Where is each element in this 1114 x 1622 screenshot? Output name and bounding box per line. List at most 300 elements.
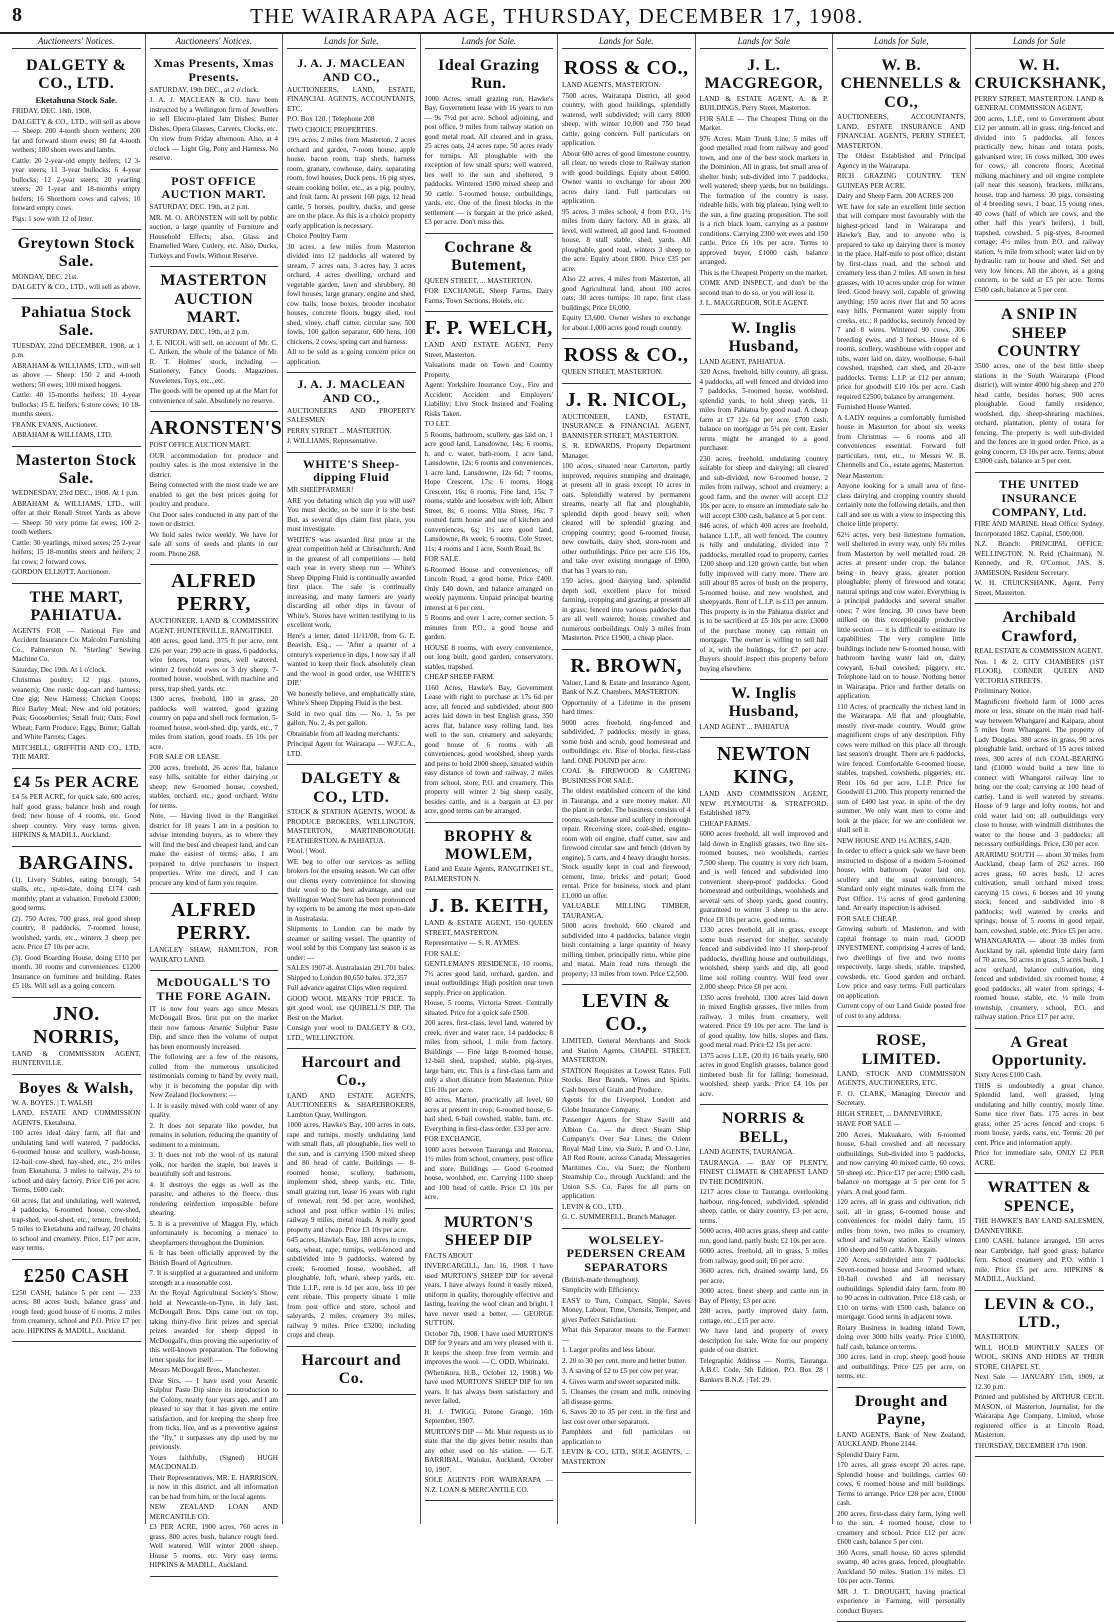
ad-text: (2). 750 Acres, 700 grass, real good sheep country, 8 paddocks, 7-roomed house, woolshed, yards, etc., winters 3 sheep per acre. Price £7 10s per acre. — [12, 914, 141, 952]
advertisement — [12, 52, 141, 230]
ad-text: DALGETY & CO., LTD., will sell as above — Sheep: 200 4-tooth shorn wethers; 200 fat and forward shorn ewes; 80 fat 4-tooth wethers; 180 shorn ewes and lambs. — [12, 117, 141, 154]
ad-text: FOR EXCHANGE, Sheep Farms, Dairy Farms, Town Sections, Hotels, etc. — [424, 287, 553, 305]
ad-title: LEVIN & CO., LTD., — [984, 1295, 1095, 1332]
ad-text: TO LET. — [424, 420, 451, 429]
advertisement — [425, 234, 554, 312]
column-header: Lands for Sale — [700, 34, 829, 49]
advertisement — [975, 604, 1105, 1028]
ad-text: STOCK & STATION AGENTS, WOOL & PRODUCE BROKERS, WELLINGTON, MASTERTON, MARTINBOROUGH, FEATHERSTON, & PAHIATUA. — [287, 808, 416, 845]
ad-title: DALGETY & CO., LTD. — [26, 57, 127, 93]
ad-title: Harcourt and Co., — [301, 1054, 401, 1090]
ad-text: October 7th, 1908. I have used MURTON'S DIP for 9 years and am very pleased with it. It keeps the sheep free from vermin and improves the wool. — C. ODD, Whirinaki. — [424, 1329, 553, 1367]
ad-text: Note. — Having lived in the Rangitikei district for 18 years I am in a position to advise intending buyers, as to where they will find the best and cheapest land, and can make the easiest of terms; also, I am prepared to drive purchasers to inspect properties. Write me direct, and I can procure any kind of farm you require. — [149, 812, 278, 887]
advertisement — [700, 680, 829, 738]
ad-text: Telegraphic Address — Norris, Tauranga. A.B.C. Code, 5th Edition. P.O. Box 28 | Bankers B.N.Z. | Tel. 29. — [699, 1356, 828, 1384]
ad-text: LEVIN & CO., LTD. — [562, 1202, 624, 1211]
ad-text: This is the Cheapest Property on the market. — [699, 268, 828, 277]
ad-text: 7. It is supplied at a guaranteed and uniform strength at a reasonable cost. — [149, 1269, 278, 1287]
ad-text: WE have for sale an excellent little section that will compare most favourably with the highest-priced land in Wairarapa and Hawke's Bay, and to anyone who is prepared to take up dairying there is money in the place. Half-mile to post office; distant by first-class road, and the school and creamery less than 2 miles. All sown in best grasses, with 10 acres under crop for winter feed. Good heavy soil, capable of growing anything; 150 acres river flat and 50 acres easy hills. Permanent water supply from creeks, etc.; 8 paddocks, securely fenced by 7 and 8 wires. Wintered 90 cows, 306 breeding ewes, and 3 horses. House of 6 rooms, scullery, washhouse with copper and tubs, water laid on, dairy, woolhouse, 6-bail cowshed, trapshed, cart shed, and 20-acre paddocks. Terms: L.I.P. at £12 per annum; price for goodwill £10 10s per acre. Cash required £2500, balance by arrangement. — [837, 202, 966, 401]
ad-title: J. A. J. MACLEAN AND CO., — [297, 377, 406, 405]
ad-text: HIGH STREET, ... DANNEVIRKE. — [837, 1109, 943, 1118]
ad-text: WEDNESDAY, 23rd DEC., 1908. At 1 p.m. — [12, 489, 139, 498]
ad-text: Magnificent freehold farm of 1000 acres more or less, situate on the main road half-way between Whangarei and Kaipara, about 5 miles from Whangarei. The property of Lady Douglas. 380 acres in grass, 90 acres ploughable land, orchard of 15 acres mixed trees, 300 acres of rich COAL-BEARING land (£1000 would build a new line to connect with Whangarei railway line to bring out the coal; carrying at 100 head of cattle). Land is well watered by streams. House of 9 large and lofty rooms, hot and cold water laid on; all outbuildings very close to house; with windmill distributes the water to the house and 3 paddocks; all necessary outbuildings. Price, £30 per acre. — [974, 697, 1104, 849]
ad-title: ARONSTEN'S — [149, 417, 283, 440]
ad-text: J. L. MACGREGOR, SOLE AGENT. — [699, 299, 809, 308]
ad-title: ROSE, LIMITED. — [861, 1032, 941, 1068]
ad-text: MONDAY, DEC. 21st. — [12, 272, 79, 281]
ad-text: House, 5 rooms, Victoria Street. Centrally situated. Price for a quick sale £500. — [424, 999, 553, 1017]
ad-text: INVERCARGILL, Jan. 16, 1908. I have used MURTON'S SHEEP DIP for several years. I have always found it easily mixed, uniform in quality, thoroughly effective and lasting, leaving the wool clean and bright. I have never used a better. — GEORGE SUTTON. — [424, 1262, 553, 1328]
ad-text: FRANK EVANS, Auctioneer. — [12, 420, 98, 429]
ad-text: Christmas poultry; 12 pigs (stores, weaners); One rustic dog-cart and harness; One gig; New Harness; Chicken Coops; Rice Barley Meal; New and old potatoes; Peas; Gooseberries; Small fruit; Oats; Fowl Wheat; Farm Produce; Eggs; Butter; Gallah and White Parrots; Cages. — [12, 676, 141, 742]
ad-text: 200 acres, L.I.P., rent to Government about £12 per annum, all in grass, ring-fenced and divided into 5 paddocks, all fences practically new, hinau and totara posts, galvanised wire; 16 cows milked, 300 ewes for cows, all concrete floors; Acetinal milking machinery and oil engine complete (all near this season), brackets, milkcans, house, trap and harness. 30 pigs, consisting of 4 breeding sows, 1 boar, 15 young ones, 40 cows (half of which are cows, and the other half this year's heifers), 1 bull, trapshed, cowshed, 5 pig-styes, 8-roomed cottage; 4½ miles from P.O. and railway station, ½ mile from school; water laid on by hydraulic ram to house and shed. Set and very low fences. All the above, as a going concern, to be sold at £5 per acre. Terms £500 cash, balance at 5 per cent. — [974, 114, 1104, 294]
ad-text: W. H. CRUICKSHANK, Agent, Perry Street, Masterton. — [974, 579, 1104, 597]
ad-title: JNO. NORRIS, — [33, 1002, 120, 1048]
ad-text: Choice Poultry Farm — [287, 232, 348, 241]
ad-text: 200 acres, first-class, level land, watered by creek, river and water race, 14 paddocks; 8 miles from school, 1 mile from factory. Buildings — Fine large 8-roomed house, 12-bail shed, trapshed, stable, pig-styes, large barn, etc. This is a first-class farm and only a short distance from Masterton. Price £16 10s per acre. — [424, 1019, 553, 1094]
ad-text: Equity £3,600. Owner wishes to exchange for about 1,000 acres good rough country. — [562, 314, 691, 332]
ad-title: BROPHY & MOWLEM, — [444, 827, 534, 863]
ad-title: ALFRED PERRY. — [171, 899, 257, 945]
ad-text: THURSDAY, DECEMBER 17th 1908. — [974, 1441, 1088, 1450]
ad-text: Being connected with the most trade we are enabled to get the best prices going for poultry and produce. — [149, 481, 278, 509]
ad-text: Also 22 acres, 4 miles from Masterton, all good Agricultural land, about 100 acres oats; 30 acres turnips; 10 rape, first class buildings; Price £6,000. — [562, 275, 691, 312]
ad-text: FRIDAY, DEC. 18th, 1908. — [12, 107, 92, 115]
ad-text: 100 acres, situated near Carterton, partly improved, requires stumping and drainage, at present all in grass except 10 acres in oats. Splendidly watered by permanent streams, nearly all flat and ploughable, splendid depth good heavy soil; when cleared will be splendid grazing and cropping country; good 6-roomed house, new cowbails, dairy shed, store-room and other outbuildings. Price per acre £16 10s, and take over existing mortgage of £900, that has 3 years to run. — [562, 462, 691, 575]
ad-text: MR J. T. DROUGHT, having practical experience in Farming, will personally conduct Buyers. — [837, 1587, 966, 1615]
ad-text: Out Door sales conducted in any part of the town or district. — [149, 510, 278, 529]
ad-text: 5000 acres freehold, 660 cleared and subdivided into 4 paddocks, balance virgin bush containing a large quantity of heavy milling timber, principally rimu, white pine and matai. Main road runs through the property; 13 miles from town. Price £2,500. — [562, 922, 691, 978]
ad-text: Their Representatives, MR. E. HARRISON, is now in this district, and all information can be had from him, or the local agents. — [149, 1473, 278, 1501]
ad-text: The following are a few of the reasons, culled from the numerous unsolicited testimonials coming to hand by every mail, why it is becoming the popular dip with New Zealand flockowners: — — [149, 1053, 278, 1100]
ad-text: We hold sales twice weekly. We have for sale all sorts of seeds and plants in our room. Phone 268. — [149, 530, 278, 558]
ad-title: NEWTON KING, — [716, 743, 811, 789]
ad-text: FOR SALE: — [424, 949, 461, 958]
ad-text: 60 acres, flat and undulating, well watered, 4 paddocks, 6-roomed house, cow-shed, trap-shed, wool-shed, etc., tenure, freehold; 5 miles to Eketahuna and railway, 20 chains to school and creamery. Price, £17 per acre, easy terms. — [12, 1196, 141, 1253]
ad-text: 5. Cleanses the cream and milk, removing all disease germs. — [562, 1388, 691, 1406]
advertisement — [837, 1027, 966, 1388]
ad-text: Yours faithfully, (Signed) HUGH MACDONALD. — [149, 1453, 278, 1472]
ad-text: Printed and published by ARTHUR CECIL MASON, of Masterton, Journalist, for the Wairarapa Age Company, Limited, whose registered office is at Lincoln Road, Masterton. — [974, 1393, 1104, 1440]
ad-text: LAND AGENTS, MASTERTON. — [562, 81, 661, 89]
ad-text: LAND AND ESTATE AGENTS, AUCTIONEERS & SHAREBROKERS, Lambton Quay, Wellington. — [287, 1091, 416, 1119]
ad-text: 1330 acres freehold, all in grass, except some bush reserved for shelter, securely fenced and subdivided into 11 sheep-proof paddocks, dwelling house and outbuildings, woolshed, sheep yards and dip, all good lime soil rolling country. Will feed over 2,000 sheep. Price £8 per acre. — [699, 926, 828, 992]
ad-text: 6. It has been officially approved by the British Board of Agriculture. — [149, 1249, 278, 1267]
advertisement — [700, 1105, 829, 1391]
ad-text: Simplicity with Efficiency. — [562, 1286, 640, 1295]
ad-text: (3). Good Boarding House, doing £110 per month, 30 rooms and conveniences. £1200 Insurance on furniture and building. Rates £5 10s. Will sell as a going concern. — [12, 953, 141, 991]
advertisement — [150, 52, 279, 170]
ad-text: Splendid Dairy Farm. — [837, 1450, 900, 1459]
ad-text: Near Masterton: — [837, 471, 884, 480]
ad-text: Opportunity of a Lifetime in the present hard times: — [562, 698, 691, 716]
ad-text: 30 acres, a few miles from Masterton divided into 12 paddocks all watered by stream, 7 acres oats, 3 acres hay, 3 acres orchard, 4 acres dwelling, orchard and vegetable garden, lawn and shrubbery, 80 fowl houses, large granary, engine and shed, cow bails, loose boxes, brooder incubator houses, concrete floors, buggy shed, tool shed, viney, chaff cutter, circular saw, 500 fowls, 100 gallon separator, 600 hens, 100 chickens, 2 cows, spring cart and harness. — [287, 242, 416, 346]
advertisement — [700, 738, 829, 1105]
ad-text: ARARIMU SOUTH — about 30 miles from Auckland, cheap farm of 262 acres, 160 acres grass, 60 acres bush, 12 acres cultivation, small orchard mixed trees; carrying 15 cows, 6 horses and 10 young stock; fenced and subdivided into 8 paddocks; well watered by creeks and springs; house of 5 rooms in good repair, barn, cowshed, stable, etc. Price £5 per acre. — [974, 850, 1104, 935]
ad-text: 230 acres, freehold, undulating country suitable for sheep and dairying; all cleared and sub-divided, now 6-roomed house, 2 miles from railway, school and creamery; a good farm, and the owner will accept £12 10s per acre, to ensure an immediate sale he will accept £300 cash, balance at 5 per cent. — [699, 454, 828, 520]
ad-text: 1. It is easily mixed with cold water of any quality. — [149, 1101, 278, 1120]
ad-text: 62½ acres, very best limestone formation, well sheltered in every way, only 6¾ miles from Masterton by well metalled road. 28 acres at present under crop, the balance being in heavy grass, greater portion ploughable; plenty of firewood and totara; natural springs and cow water. Everything is a principal paddocks and several smaller ones; 7 wire fencing. 30 cows have been milked on this exceptionally productive little section — it is difficult to estimate its capabilities. The very complete little buildings include new 6-roomed house, with bathroom having water laid on, dairy, cowyard, 6-bail cowshed, piggery, etc. Telephone laid on to house. Nothing better in Wairarapa. Price and further details on application. — [837, 530, 966, 701]
advertisement — [700, 315, 829, 680]
ad-title: F. P. WELCH, — [424, 317, 553, 340]
ad-text: VALUABLE MILLING TIMBER, TAURANGA. — [562, 902, 691, 920]
ad-text: OUR accommodation for produce and poultry sales is the most extensive in the district. — [149, 451, 278, 479]
column-header: Auctioneers' Notices. — [12, 34, 141, 49]
ad-text: Anyone looking for a small area of first-class dairying and cropping country should certainly note the following details, and then call and see us with a view to inspecting this choice little property. — [837, 482, 966, 529]
ad-title: J. A. J. MACLEAN AND CO., — [297, 56, 406, 84]
ad-text: WHITE'S was awarded first prize at the great competition held at Christchurch. And in the greatest of all competitions — held each year in every sheep run — White's Sheep Dipping Fluid is continually awarded first place. The sale is continually increasing, and many farmers are yearly discarding all other dips in favour of White's. Stores have written testifying to its excellent work. — [287, 535, 416, 630]
ad-text: Cattle: 20 2-year-old empty heifers; 12 3-year steers; 11 3-year bullocks; 6 4-year bullocks; 12 2-year steers; 20 yearling steers; 20 1-year and 18-months empty heifers; 16 Shorthorn cows and calves; 10 forward empty cows. — [12, 156, 141, 212]
ad-text: QUEEN STREET, MASTERTON. — [562, 368, 663, 376]
ad-text: LAND AND ESTATE AGENT, Perry Street, Masterton. — [424, 341, 553, 359]
ad-text: Obtainable from all leading merchants. — [287, 729, 400, 738]
ad-text: MURTON'S DIP — Mr. Muir requests us to state that the dip gives better results than any other used on his station. — G.T. BARRIBAL, Waiuku, Auckland, October 10, 1907. — [424, 1427, 553, 1474]
ad-title: Boyes & Walsh, — [18, 1079, 134, 1097]
ad-title: ROSS & CO., — [564, 344, 689, 366]
ad-text: STATION Requisites at Lowest Rates. Full Stocks. Best Brands. Wines and Spirits. Cash buyers of Grain and Produce. — [562, 1066, 691, 1094]
ad-text: FOR SALE OR LEASE. — [149, 753, 221, 762]
column-8 — [971, 34, 1109, 1524]
ad-text: GENTLEMAN'S RESIDENCE, 10 rooms, 7½ acres good land, orchard, garden, and usual outbuildings. High position near town supply. Price on application. — [424, 960, 553, 997]
ad-text: SOLE AGENTS FOR WAIRARAPA — N.Z. LOAN & MERCANTILE CO. — [424, 1476, 553, 1494]
ad-text: Rotary Business in leading inland Town, doing over 3000 bills yearly. Price £1000, half cash, balance on terms. — [837, 1323, 966, 1351]
ad-text: Here's a letter, dated 11/11/08, from G. E. Beavish, Esq., — 'After a quarter of a century's experience in dips, I now say if all wanted to keep their flock absolutely clean and the wool in good order, use WHITE'S DIP.' — [287, 631, 416, 688]
ad-text: LAND & COMMISSION AGENT, HUNTERVILLE. — [12, 1049, 141, 1068]
ad-text: PERRY STREET, MASTERTON. LAND & GENERAL COMMISSION AGENT, — [974, 94, 1104, 113]
ad-text: TUESDAY, 22nd DECEMBER, 1908, at 1 p.m. — [12, 341, 141, 360]
ad-text: AGENTS FOR — National Fire and Accident Insurance Co. Malcolm Furnishing Co., Palmerston N. "Sterling" Sewing Machine Co. — [12, 626, 141, 664]
ad-title: Ideal Grazing Run. — [438, 57, 540, 93]
ad-text: P.O. Box 120. | Telephone 208 — [287, 115, 375, 124]
ad-title: J. B. KEITH, — [428, 895, 549, 918]
ad-text: 5 Rooms, bathroom, scullery, gas laid on, 1 acre good land, Lansdowne, 14s; 6 rooms, h. and c. water, bath-room, 1 acre land, Lansdowne, 12s; 6 rooms and conveniences, 1 acre land, Lansdowne, 12s 6d; 7 rooms, Hope Crescent, 17s; 6 rooms, Hogg Crescent, 16s; 6 rooms, Fine land, 15s; 7 rooms, stable and loosebox with loft, Albert Street, 8s; 6 rooms, Villa Street, 16s; 7 roomed farm house and use of kitchen and conveniences, 6s; 1½ acre good land, Lansdowne, 8s week; 6 rooms, Cole Street, 11s; 4 rooms and 1 acre, South Road, 8s. — [424, 430, 553, 553]
ad-text: 5 Rooms and over 1 acre, corner section, 5 minutes from P.O., a good house and garden. — [424, 614, 553, 642]
advertisement — [287, 1347, 416, 1395]
ad-text: 7500 acres, Wairarapa District, all good country, with good buildings, splendidly watered, well subdivided; will carry 8000 sheep, with winter 10,000 and 750 head cattle, going concern. Full particulars on application. — [562, 91, 691, 147]
ad-text: Passenger Agents for Shaw Savill and Albion Co. — the direct Steam Ship Company's Over Sea Lines, the Orient Royal Mail Line, via Suez, P. and O. Line, All Red Route, across Canada; Messageries Maritimes Co., via Suez; the Northern Steamship Co., through Auckland; and the Union S.S. Co. Fares for all parts on application. — [562, 1116, 691, 1200]
ad-title: NORRIS & BELL, — [721, 1110, 806, 1146]
ad-text: Pigs: 1 sow with 12 of litter. — [12, 214, 94, 223]
ad-text: NEW HOUSE AND 1¼ ACRES, £420. — [837, 836, 952, 845]
column-header: Auctioneers' Notices. — [150, 34, 279, 49]
ad-text: Cattle: 30 yearlings, mixed sexes; 25 2-year heifers; 15 18-months steers and heifers; 2 fat cows; 2 forward cows. — [12, 538, 141, 566]
ad-title: DALGETY & CO., LTD. — [301, 770, 402, 806]
ad-text: W. A. BOYES. | T. WALSH — [12, 1098, 93, 1107]
ad-text: 6. Saves 20 to 35 per cent. in the first and last cost over other separators. — [562, 1408, 691, 1426]
ad-text: LAND AGENTS, Bank of New Zealand, AUCKLAND. Phone 2144. — [837, 1430, 966, 1449]
advertisement — [975, 1029, 1105, 1175]
ad-text: 3. A saving of £2 to £5 per cow per year. — [562, 1367, 679, 1376]
ad-text: ABRAHAM & WILLIAMS, LTD., will sell as above — Sheep: 150 2 and 4-tooth wethers; 50 ewes; 100 mixed hoggets. — [12, 361, 141, 389]
ad-text: N.Z. Branch: PRINCIPAL OFFICE: WELLINGTON; N. Reid (Chairman), N. Kennedy, and R. O'Connor. JAS. S. JAMIESON, Resident Secretary. — [974, 540, 1104, 577]
ad-text: 3500 acres, one of the best little sheep stations in the South Wairarapa (Flood district), will winter 4000 big sheep and 270 head cattle, besides horses; 900 acres ploughable. Good family residence, woolshed, dip, sheep-shearing machines, orchard, plantation, plenty of totara for fencing. The property is well sub-divided and the fences are in good order. Price, as a going concern, £3 10s per acre. Terms, about £3000 cash, balance at 5 per cent. — [974, 362, 1104, 466]
ad-text: 1000 Acres, small grazing run, Hawke's Bay, Government lease with 16 years to run — 9s 7½d per acre. School adjoining, and post office, 9 miles from railway station on good metal road. All cleared and in grass, 25 acres oats, 24 acres rape, 50 acres ready for turnips. All ploughable with the exception of few small spurs; well watered, lies well to the sun and sheltered, 9 paddocks. Wintered 1500 mixed sheep and 50 cattle. 5-roomed house, outbuildings, yards, etc. One of the finest blocks in the settlement — is bargain at the price asked, £3 per acre. Don't miss this. — [424, 94, 553, 227]
ad-title: J. R. NICOL, — [565, 388, 687, 411]
ad-text: 645 acres, Hawke's Bay, 180 acres in crops, oats, wheat, rape, turnips, well-fenced and subdivided into 9 paddocks, watered by creek; 6-roomed house, woolshed, all ploughable, loft, wharé, sheep yards, etc. Title L.I.P., rent is 1d per acre, less 10 per cent rebate. This property situate 1 mile from post office and store, school and saleyards, 2 miles, creamery 3½ miles, railway 9 miles. Price £3200, including crops and cheap. — [287, 1236, 416, 1340]
ad-text: Consign your wool to DALGETY & CO., LTD., WELLINGTON. — [287, 1024, 416, 1042]
ad-text: At the Royal Agricultural Society's Show, held at Newcastle-on-Tyne, in July last, McDougall Bros. Dips came out on top, taking thirty-five first prizes and special prizes awarded for sheep dipped in McDougall's, thus proving the superiority of this well-known preparation. The following letter speaks for itself: — — [149, 1289, 278, 1364]
ad-text: 6000 acres, freehold, all in grass, 5 miles from railway, good soil; £6 per acre. — [699, 1247, 828, 1265]
ad-title: MURTON'S SHEEP DIP — [444, 1213, 534, 1250]
ad-text: J. E. NICOL will sell, on account of Mr. C. C. Aitken, the whole of the balance of Mr. R. T. Holmes' stock, including — Stationery, Fancy Goods, Magazines, Novelettes, Toys, etc., etc. — [149, 338, 278, 385]
advertisement — [287, 373, 416, 453]
advertisement — [150, 565, 279, 894]
ad-text: NEW ZEALAND LOAN AND MERCANTILE CO. — [149, 1503, 278, 1521]
ad-text: COME AND INSPECT, and don't be the second man to do so, or you will lose it. — [699, 279, 828, 297]
ad-title: LEVIN & CO., — [581, 990, 671, 1035]
ad-text: LAND AGENT, PAHIATUA. — [699, 357, 786, 366]
ad-text: LIMITED, General Merchants and Stock and Station Agents, CHAPEL STREET, MASTERTON. — [562, 1037, 691, 1064]
advertisement — [287, 453, 416, 766]
advertisement — [149, 412, 283, 565]
ad-text: 100 acres ideal dairy farm, all flat and undulating land well watered, 7 paddocks, 6-roomed house and scullery, wash-house, 12-bail cow-shed, hay-shed, etc., 2½ miles from Eketahuna, 3 miles to railway, 2½ to school and dairy factory. Price £16 per acre. Terms, £600 cash. — [12, 1129, 141, 1195]
ad-text: Principal Agent for Wairarapa — W.F.C.A., LTD. — [287, 740, 416, 758]
advertisement — [975, 1174, 1105, 1290]
ad-text: Valuations made on Town and Country Property. — [424, 361, 553, 379]
ad-text: 4. It destroys the eggs as well as the parasite, and adheres to the fleece, thus rendering reinfection impossible before shearing. — [149, 1180, 278, 1218]
ad-text: 976 Acres, Main Trunk Line, 5 miles off good metalled road from railway and good town, and one of the best stock markets in the Dominion. All in grass, but small area of shelter bush; sub-divided into 7 paddocks, well watered; sheep yards, but no buildings. The formation of the country is easy, rideable hills, with big plateau, lying well to the sun, a fine grazing proposition. The soil is a rich black loam, carrying as a pasture conditions. Carrying 2300 wet ewes and 150 cattle. Price £6 10s per acre. Terms to approved buyer, £1000 cash, balance arranged. — [699, 134, 828, 267]
ad-text: We honestly believe, and emphatically state, White's Sheep Dipping Fluid is the best. — [287, 689, 416, 708]
ad-text: Full advance against Clips when required. — [287, 984, 408, 993]
ad-title: BARGAINS. — [18, 851, 134, 874]
ad-text: CHEAP SHEEP FARM. — [424, 673, 495, 682]
ad-text: 220 Acres, subdivided into 7 paddocks. Seven-roomed house and 3-roomed whare, 10-bail cowshed and all necessary outbuildings. Splendid dairy farm, from 80 to 90 acres in cultivation. Price £18 cash, or £10 on terms with £500 cash, balance on mortgage. Good terms in adjacent town. — [837, 1256, 966, 1322]
ad-title: THE MART, PAHIATUA. — [29, 588, 123, 625]
ad-text: 1000 acres, Hawke's Bay, 100 acres in oats, rape and turnips, mostly undulating land with small flats, all ploughable, lies well to the sun, and is carrying 1500 mixed sheep and 80 head of cattle. Buildings — 8-roomed house, scullery, bathroom, implement shed, sheep yards, etc. Title, small grazing run, lease 16 years with right of renewal, rent 9d per acre, woolshed, school and post office within 1½ miles; railway 9 miles, metal roads. A really good property and cheap. Price £3 10s per acre. — [287, 1121, 416, 1234]
column-4 — [421, 34, 559, 1524]
ad-title: A Great Opportunity. — [991, 1033, 1087, 1070]
ad-text: PERRY STREET ... MASTERTON. — [287, 426, 392, 435]
ad-text: About 600 acres of good limestone country, all clear, no weeds close to Railway station with good buildings. Equity about £4000. Owner wants to exchange for about 200 acres dairy land. Full particulars on application. — [562, 149, 691, 205]
column-7 — [833, 34, 971, 1615]
ad-text: 280 acres, partly improved dairy farm, cottage, etc., £15 per acre. — [699, 1307, 828, 1325]
ad-text: S. R. EDWARDS, Property Department Manager. — [562, 442, 691, 460]
page-number: 8 — [12, 4, 22, 26]
ad-title: WOLSELEY-PEDERSEN CREAM SEPARATORS — [566, 1232, 686, 1275]
advertisement — [287, 765, 416, 1049]
ad-text: LAND, ESTATE AND COMMISSION AGENTS, Eketahuna. — [12, 1109, 141, 1127]
advertisement — [12, 230, 141, 299]
ad-text: SATURDAY, DEC. 19th, at 2 p.m. — [149, 328, 250, 337]
ad-text: Wool. | Wool. — [287, 847, 327, 856]
ad-text: 1375 acres L.I.P., (20 ft) 16 bails yearly, 600 acres in good English grasses, balance good timbered bush fit for falling; homestead, woolshed, sheep yards. Price £4 10s per acre. — [699, 1051, 828, 1098]
ad-text: 3. It does not rob the wool of its natural yolk, nor harden the staple, but leaves it beautifully soft and lustrous. — [149, 1151, 278, 1179]
ad-text: Sold in two qual tins — No. 1, 5s per gallon, No. 2, 4s per gallon. — [287, 709, 416, 728]
ad-text: 1300 acres, freehold, 180 in grass, 20 paddocks well watered, good grazing country on papa and shell rock formation, 5-roomed house, wool-shed, dip, yards, etc., 7 miles from station, good roads. £6 10s per acre. — [149, 695, 278, 751]
ad-text: £4 5s PER ACRE, for quick sale, 600 acres, half good grass, balance bush and rough feed; new house of 4 rooms, etc. Good sheep country. Very easy terms given. HIPKINS & MADILL, Auckland. — [12, 793, 141, 840]
ad-text: POST OFFICE AUCTION MART. — [149, 441, 251, 450]
ad-title: McDOUGALL'S TO THE FORE AGAIN. — [156, 975, 271, 1004]
ad-text: HOUSE 8 rooms, with every convenience, out long built, good garden, conservatory, stables, trapshed. — [424, 643, 553, 671]
advertisement — [287, 1049, 416, 1347]
advertisement — [150, 170, 279, 268]
ad-text: 95 acres, 3 miles school, 4 from P.O., 1½ miles from dairy factory. All in grass, all level, well watered, all good land. 6-roomed house, 8 stall stable, shed, yards. All ploughable, good road, winters 3 sheep to the acre. Equity about £800. Price £35 per acre. — [562, 207, 691, 273]
ad-text: 1160 Acres, Hawke's Bay, Government Lease with right to purchase at 17s 6d per acre, all fenced and subdivided, about 800 acres laid down in best English grass, 350 acres flat, balance easy rolling land, lies well to the sun, creamery and saleyards; good house of 6 rooms with all conveniences, good woolshed, sheep yards and pens to hold 2000 sheep, situated within easy distance of town and railway, 2 miles from school, store, P.O. and creamery. This property will winter 2 big sheep easily, besides cattle, and is a bargain at £3 per acre, good terms can be arranged. — [424, 683, 553, 816]
ad-title: WHITE'S Sheep-dipping Fluid — [302, 456, 400, 485]
newspaper-title: THE WAIRARAPA AGE, THURSDAY, DECEMBER 17, 1908. — [250, 4, 864, 28]
ad-text: We have land and property of every description for sale. Write for our property guide of our district. — [699, 1327, 828, 1355]
advertisement — [12, 299, 141, 447]
advertisement — [425, 1209, 554, 1501]
ad-text: Valuer, Land & Estate and Insurance Agent, Bank of N.Z. Chambers, MASTERTON. — [562, 678, 691, 696]
ad-text: Agents for the Liverpool, London and Globe Insurance Company. — [562, 1096, 691, 1114]
ad-title: MASTERTON AUCTION MART. — [160, 272, 268, 326]
ad-text: A LADY requires a comfortably furnished house in Masterton for about six weeks from Christmas — 6 rooms and all conveniences essential. Forward full particulars, rent, etc., to Messrs W. B. Chennells and Co., estate agents, Masterton. — [837, 413, 966, 470]
ad-text: GORDON ELLIOTT, Auctioneer. — [12, 568, 111, 577]
ad-text: SATURDAY, 19th DEC., at 2 o'clock. — [149, 85, 259, 94]
advertisement — [12, 584, 141, 769]
ad-title: ALFRED PERRY, — [171, 570, 257, 616]
ad-text: 360 Acres, small house, 60 acres splendid swamp, 40 acres grass, fenced, ploughable. Auckland 50 miles. Station 1½ miles. £3 10s per acre. Terms. — [837, 1548, 966, 1586]
ad-text: WE beg to offer our services as selling brokers for the ensuing season. We can offer our clients every convenience for showing their wool to the best advantage, and our Wellington Wool Store has been pronounced by experts to be among the most up-to-date in Australasia. — [287, 857, 416, 923]
ad-title: Greytown Stock Sale. — [17, 235, 135, 271]
ad-text: Furnished House Wanted. — [837, 403, 912, 412]
column-header: Lands for Sale — [975, 34, 1105, 49]
ad-text: Representative — S. R. AYMES. — [424, 939, 520, 948]
ad-title: Pahiatua Stock Sale. — [20, 303, 132, 340]
ad-text: TWO CHOICE PROPERTIES. — [287, 125, 378, 134]
ad-text: Preliminary Notice. — [974, 687, 1032, 696]
ad-title: POST OFFICE AUCTION MART. — [161, 173, 267, 202]
column-header: Lands for Sale. — [425, 34, 554, 49]
ad-text: 1217 acres close to Tauranga, overlooking harbour, ring-fenced, subdivided, splendid sheep, cattle, or dairy country, £3 per acre, terms. — [699, 1188, 828, 1225]
ad-text: WHANGARATA — about 38 miles from Auckland by rail, splendid little dairy farm of 70 acres, 50 acres in grass, 5 acres bush, 1 acre orchard, balance cultivation, ring fenced and subdivided, six roomed house; 4 good paddocks, all water from springs; 4-roomed house, stable, etc. ½ mile from township, creamery, school, P.O. and railway station. Price £17 per acre. — [974, 937, 1104, 1022]
ad-text: LAND, STOCK AND COMMISSION AGENTS, AUCTIONEERS, ETC. — [837, 1069, 966, 1088]
column-5 — [558, 34, 696, 1524]
ad-text: FOR EXCHANGE. — [424, 1135, 482, 1144]
masthead — [0, 0, 1114, 34]
ad-title: W. B. CHENNELLS & CO., — [840, 57, 963, 111]
ad-text: Sixty Acres £100 Cash. — [974, 1071, 1042, 1080]
ad-text: 200 acres, freehold, 26 acres flat, balance easy hills, suitable for either dairying or sheep; new 6-roomed house, cowshed, stables, orchard, etc.; good orchard. Write for terms. — [149, 763, 278, 810]
ad-text: £3 PER ACRE, 1900 acres, 760 acres in grass, 800 acres bush, balance rough feed. Well watered. Will winter 2000 sheep. House 5 rooms, etc. Very easy terms. HIPKINS & MADILL, Auckland. — [149, 1523, 278, 1570]
advertisement — [12, 998, 141, 1075]
ad-text: 9000 acres freehold, ring-fenced and subdivided, 7 paddocks, mostly in grass, some bush and scrub, good homestead and outbuildings, etc. Rise of blocks, first-class land. ONE POUND per acre. — [562, 718, 691, 765]
ad-text: (Whetukura, H.B., October 12, 1908.) We have used MURTON'S SHEEP DIP for ten years. It has always been satisfactory and never failed. — [424, 1368, 553, 1406]
ad-text: 200 acres, first-class dairy farm, lying well to the sun, 4 roomed house, close to creamery and school. Price £12 per acre. £600 cash, balance 5 per cent. — [837, 1509, 966, 1547]
ad-title: Masterton Stock Sale. — [15, 451, 137, 487]
ad-text: AUCTIONEER, LAND, ESTATE, INSURANCE & FINANCIAL AGENT, BANNISTER STREET, MASTERTON. — [562, 412, 691, 440]
ad-text: 5. It is a preventive of Maggot Fly, which unfortunately is becoming a menace to sheepfarmers throughout the Dominion. — [149, 1219, 278, 1247]
ad-text: FOR SALE CHEAP. — [837, 914, 898, 923]
ad-text: MR SHEEPFARMER! — [287, 486, 354, 495]
ad-title: W. Inglis Husband, — [728, 319, 799, 356]
ad-text: LAND AGENT ... PAHIATUA — [699, 722, 790, 731]
ad-text: 3600 acres, rich, drained swamp land, £6 per acre. — [699, 1267, 828, 1285]
ad-text: SATURDAY, DEC. 19th, at 2 p.m. — [149, 203, 250, 212]
ad-text: Dear Sirs, — I have used your Arsenic Sulphur Paste Dip since its introduction to the Colony, nearly four years ago, and I am pleased to say that it has given me entire satisfaction, and for keeping the sheep free from ticks, lice, and as a preventive against the "fly," it surpasses any dip used by me previously. — [149, 1376, 278, 1452]
ad-text: Next Sale — JANUARY 15th, 1909, at 12.30 p.m. — [974, 1373, 1104, 1391]
ad-text: 120 acres, all in grass and cultivation, rich soil, all in grass; 6-roomed house and conveniences for model dairy farm, 15 miles from town, two miles to creamery, school and railway station. Easily winters 100 sheep and 50 cattle. A bargain. — [837, 1198, 966, 1254]
advertisement — [12, 769, 141, 847]
ad-text: The Oldest Established and Principal Agency in the Wairarapa. — [837, 152, 966, 170]
advertisement — [562, 339, 691, 384]
ad-text: EASY to Turn, Compact, Simple, Saves Money, Labour, Time, Utensils, Temper, and gives Perfect Satisfaction. — [562, 1296, 691, 1324]
ad-title: W. H. CRUICKSHANK, — [974, 57, 1107, 93]
ad-text: ABRAHAM & WILLIAMS, LTD. — [12, 431, 113, 440]
ad-text: FIRE AND MARINE. Head Office: Sydney. Incorporated 1862. Capital, £500,000. — [974, 520, 1104, 538]
ad-text: COAL & FIREWOOD & CARTING BUSINESS FOR SALE. — [562, 767, 691, 785]
ad-text: AUCTIONEERS, LAND, ESTATE, FINANCIAL AGENTS, ACCOUNTANTS, ETC. — [287, 85, 416, 113]
ad-text: H. J. TWIGG, Potone Grange, 16th September, 1907. — [424, 1407, 553, 1426]
ad-text: Shipments to London can be made by steamer or sailing vessel. The quantity of wool sold by this Company last season is as under: — — [287, 925, 416, 962]
ad-text: 6-Roomed House and conveniences, off Lincoln Road, a good home. Price £400. Only £40 down, and balance arranged on weekly payments. Unpaid principal bearing interest at 6 per cent. — [424, 565, 553, 612]
ad-text: MITCHELL, GRIFFITH AND CO., LTD. THE MART. — [12, 743, 141, 762]
ad-text: FOR SALE. — [424, 555, 461, 564]
ad-text: The goods will be opened up at the Mart for convenience of sale. Absolutely no reserve. — [149, 387, 278, 405]
advertisement — [12, 1075, 141, 1260]
ad-text: 2. It does not separate like powder, but remains in solution, reducing the quantity of sediment to a minimum. — [149, 1121, 278, 1149]
advertisement — [150, 267, 279, 412]
ad-text: In order to effect a quick sale we have been instructed to dispose of a modern 5-roomed house, with bathroom (water laid on), scullery and the usual conveniences. Standard only eight minutes walk from the Post Office. 1¼ acres of good gardening land. An early inspection is advised. — [837, 847, 966, 913]
ad-text: 1000 acres between Tauranga and Rotorua, 1½ miles from school, creamery, post office and store. Buildings — Good 6-roomed house, woolshed, etc. Carrying 1100 sheep and 100 head of cattle. Price £3 10s per acre. — [424, 1145, 553, 1202]
ad-text: AUCTIONEER, LAND & COMMISSION AGENT, HUNTERVILLE, RANGITIKEI. — [149, 617, 278, 635]
ad-text: Agent: Yorkshire Insurance Coy., Fire and Accident; Accident and Employers' Liability; Live Stock Insured and Foaling Risks Taken. — [424, 381, 553, 418]
ad-text: Growing suburb of Masterton, and with capital frontage to main road, GOOD INVESTMENT, comprising 4 acres of land, two dwellings of five and two rooms respectively, large sheds, stable, trapshed, cowsheds, etc. Good garden and orchard. Low price and easy terms. Full particulars on application. — [837, 925, 966, 1000]
ad-title: Archibald Crawford, — [1001, 609, 1078, 645]
ad-text: 19½ acres, 2 miles from Masterton, 2 acres orchard and garden, 7-room house, apple house, bacon room, trap sheds, harness room, granary, cowhouse, dairy, separating room, fowl houses, Duck pens, 16 pig styes, steam cooking boiler, etc., as a pig, poultry, and fruit farm. At present 160 pigs, 12 head cattle, 5 horses, poultry, ducks, and geese are on the place. As this is a choice property early application is necessary. — [287, 136, 416, 230]
ad-text: LEVIN & CO., LTD., SOLE AGENTS, ... MASTERTON — [562, 1448, 691, 1466]
ad-text: IT is now four years ago since Messrs McDougall Bros. first put on the market their now famous Arsenic Sulphur Paste Dip, and since then the volume of output has been enormously increased. — [149, 1004, 278, 1051]
advertisement — [837, 1388, 966, 1622]
column-3 — [283, 34, 421, 1524]
advertisement — [425, 890, 554, 1209]
ad-text: 5000 acres, 400 acres grass, sheep and cattle run, good land, partly bush; £2 10s per acre. — [699, 1227, 828, 1245]
ad-title: Drought and Payne, — [854, 1392, 948, 1429]
ad-text: FOR SALE — The Cheapest Thing on the Market. — [699, 114, 828, 133]
ad-text: THE HAWKE'S BAY LAND SALESMEN, DANNEVIRKE. — [974, 1217, 1104, 1235]
column-6 — [696, 34, 834, 1524]
advertisement — [562, 650, 691, 986]
ad-text: 3000 acres, finest sheep and cattle run in Bay of Plenty; £3 per acre. — [699, 1287, 828, 1305]
ad-text: 110 Acres, of practically the richest land in the Wairarapa. All flat and ploughable, mostly river-made country. Would grow magnificent crops of any description. Fifty cows were milked on this place all through last season's drought. There are 6 paddocks, wire fenced. Comfortable 6-roomed house, stables, trapshed, cowsheds, piggeries, etc. Rent 10s 6d per acre, L.I.P. Price for Goodwill £1,200. This property returned the sum of £400 last year, in spite of the dry summer. We only want men to come and look at the place; for we are confident we shall sell it. — [837, 702, 966, 835]
advertisement — [975, 301, 1105, 473]
advertisement — [150, 971, 279, 1577]
ad-text: All to be sold as a going concern price on application. — [287, 348, 416, 366]
ad-text: J. A. J. MACLEAN & CO. have been instructed by a Wellington firm of Jewellers to sell Electro-plated Jam Dishes, Butter Dishes, Opera Glasses, Carvers, Clocks, etc. — [149, 96, 278, 133]
ad-text: Messrs McDougall Bros., Manchester. — [149, 1366, 261, 1375]
ad-text: 400 acres, good land, 375 ft per acre, rent £26 per year; 290 acre in grass, 6 paddocks, wire fences, totara posts, well watered, winter 2 freehold ewes or 3 dry sheep; 7-roomed house, woolshed, with machine and press, trap shed, yards, etc. — [149, 637, 278, 693]
advertisement — [975, 1291, 1105, 1458]
ad-title: Cochrane & Butement, — [444, 238, 534, 275]
ad-text: On view from Friday afternoon. Also, at 4 o'clock — Light Gig, Pony and Harness. No reserve. — [149, 135, 278, 163]
ad-text: 320 Acres, freehold, hilly country, all grass, 4 paddocks, all well fenced and divided into 7 paddocks, 5-roomed house, woolshed, splendid yards, to hold sheep yards, 11 miles from Pahiatua by good road. A cheap farm at £7 12s 6d per acre. £700 cash, balance on mortgage at 5¼ per cent. Easier terms might be arranged to a good purchaser. — [699, 368, 828, 453]
ad-text: 150 acres, good dairying land, splendid depth soil, excellent place for mixed farming, cropping and grazing; at present all in grass; fenced into various paddocks that are all well watered; house, cowshed and numerous outbuildings. Only 3 miles from Masterton. Price £1900, a cheap place. — [562, 577, 691, 642]
ad-text: LAND AND COMMISSION AGENT, NEW PLYMOUTH & STRATFORD. Established 1879. — [699, 790, 828, 818]
ad-text: 80 acres, Marton, practically all level, 60 acres at present in crop; 6-roomed house, 6-bail shed, 6-bail cowshed, stable, barn, etc. Everything in first-class order. £33 per acre. — [424, 1096, 553, 1133]
advertisement — [12, 447, 141, 584]
ad-text: LAND AGENTS, TAURANGA. — [699, 1148, 795, 1157]
column-header: Lands for Sale. — [287, 34, 416, 49]
ad-text: FACTS ABOUT — [424, 1251, 473, 1260]
column-header: Lands for Sale. — [562, 34, 691, 49]
advertisement — [562, 985, 691, 1229]
ad-text: Current copy of our Land Guide posted free of cost to any address. — [837, 1002, 966, 1020]
ad-text: The oldest established concern of the kind in Tauranga, and a sure money maker. All the plant in order. The business consists of 4 rooms, wash-house and scullery in thorough repair. Receiving store, coal-shed, engine-room with oil engine, chaff cutter, saw and firewood circular saw and bench (driven by engine), 5 carts, and 4 heavy draught horses. Stock usually kept in coal and firewood, cement, lime, bricks and potari; Good rental. Price for business, stock and plant £1,000 on offer. — [562, 787, 691, 900]
ad-text: Land and Estate Agents, RANGITIKEI ST., PALMERSTON N. — [424, 865, 553, 883]
ad-text: 2. 20 to 30 per cent. more and better butter. — [562, 1356, 687, 1365]
ad-text: LAND & ESTATE AGENT, 150 QUEEN STREET, MASTERTON. — [424, 919, 553, 937]
ad-text: What this Separator means to the Farmer: — — [562, 1326, 691, 1344]
advertisement — [975, 473, 1105, 604]
ad-text: (1). Livery Stables, eating borough, 54 stalls, etc., up-to-date, doing £174 cash monthly, plant at valuation. Freehold £3000; good terms. — [12, 875, 141, 913]
ad-text: (British-made throughout). — [562, 1275, 640, 1284]
ad-text: DALGETY & CO., LTD., will sell as above. — [12, 283, 141, 292]
column-1 — [8, 34, 146, 1524]
advertisement — [562, 1229, 691, 1474]
ad-text: ARE you debating which dip you will use? You must decide, so be sure it is the best. But, as several dips claim first place, you must investigate. — [287, 496, 416, 534]
ad-text: WILL HOLD MONTHLY SALES OF WOOL, SKINS AND HIDES AT THEIR STORE, CHAPEL ST. — [974, 1343, 1104, 1371]
